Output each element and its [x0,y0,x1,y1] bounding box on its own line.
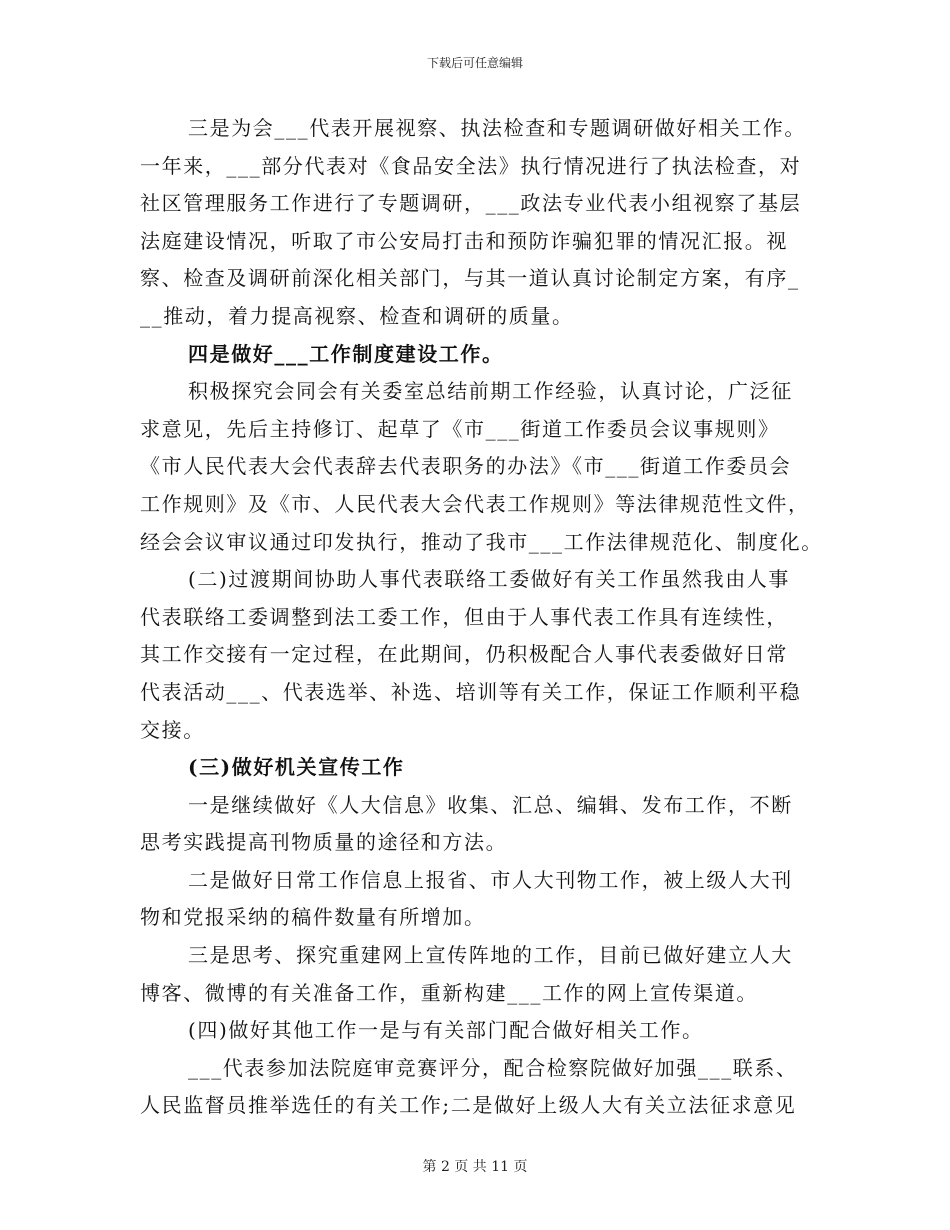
section-heading: 四是做好___工作制度建设工作。 [188,341,504,366]
paragraph-line: 经会会议审议通过印发执行，推动了我市___工作法律规范化、制度化。 [140,529,823,554]
paragraph-line: 一是继续做好《人大信息》收集、汇总、编辑、发布工作，不断 [188,792,793,817]
paragraph-line: (四)做好其他工作一是与有关部门配合做好相关工作。 [188,1018,704,1043]
paragraph-line: 其工作交接有一定过程，在此期间，仍积极配合人事代表委做好日常 [140,642,788,667]
section-heading: (三)做好机关宣传工作 [188,755,405,780]
page-number: 第 2 页 共 11 页 [422,1159,528,1175]
page-header-note: 下载后可任意编辑 [426,56,523,70]
paragraph-line: ___代表参加法院庭审竞赛评分，配合检察院做好加强___联系、 [188,1055,798,1080]
paragraph-line: 博客、微博的有关准备工作，重新构建___工作的网上宣传渠道。 [140,980,758,1005]
document-body [140,110,830,1125]
paragraph-line: (二)过渡期间协助人事代表联络工委做好有关工作虽然我由人事 [188,567,791,592]
paragraph-line: __推动，着力提高视察、检查和调研的质量。 [140,303,574,328]
paragraph-line: 代表联络工委调整到法工委工作，但由于人事代表工作具有连续性， [140,604,788,629]
paragraph-line: 工作规则》及《市、人民代表大会代表工作规则》等法律规范性文件， [140,491,810,516]
paragraph-line: 一年来，___部分代表对《食品安全法》执行情况进行了执法检查，对 [140,153,802,178]
paragraph-line: 代表活动___、代表选举、补选、培训等有关工作，保证工作顺利平稳 [140,679,802,704]
paragraph-line: 二是做好日常工作信息上报省、市人大刊物工作，被上级人大刊 [188,867,793,892]
paragraph-line: 察、检查及调研前深化相关部门，与其一道认真讨论制定方案，有序_ [140,266,800,291]
paragraph-line: 三是思考、探究重建网上宣传阵地的工作，目前已做好建立人大 [188,943,793,968]
paragraph-line: 三是为会___代表开展视察、执法检查和专题调研做好相关工作。 [188,116,806,140]
paragraph-line: 社区管理服务工作进行了专题调研，___政法专业代表小组视察了基层 [140,191,802,216]
paragraph-line: 积极探究会同会有关委室总结前期工作经验，认真讨论，广泛征 [188,379,793,404]
paragraph-line: 思考实践提高刊物质量的途径和方法。 [140,830,508,855]
paragraph-line: 求意见，先后主持修订、起草了《市___街道工作委员会议事规则》 [140,416,780,441]
paragraph-line: 法庭建设情况，听取了市公安局打击和预防诈骗犯罪的情况汇报。视 [140,228,788,253]
paragraph-line: 交接。 [140,717,205,742]
paragraph-line: 人民监督员推举选任的有关工作;二是做好上级人大有关立法征求意见 [140,1093,797,1118]
paragraph-line: 《市人民代表大会代表辞去代表职务的办法》《市___街道工作委员会 [140,454,792,479]
paragraph-line: 物和党报采纳的稿件数量有所增加。 [140,905,486,930]
